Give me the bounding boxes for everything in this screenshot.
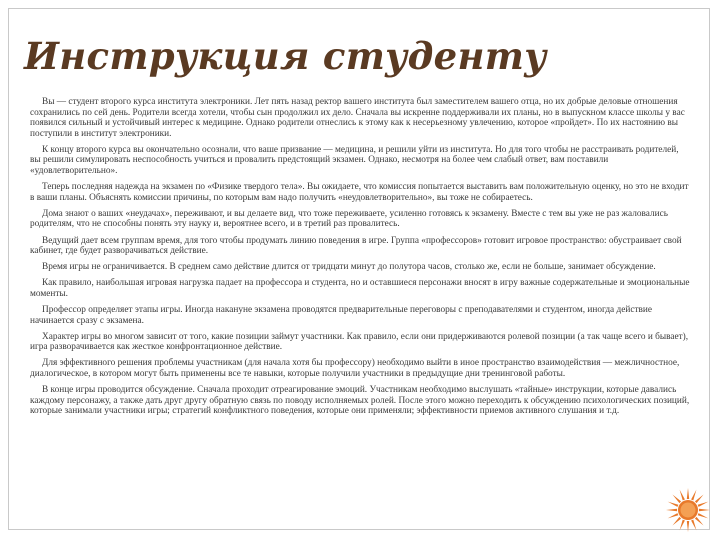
paragraph: Характер игры во многом зависит от того, какие позиции займут участники. Как правило, если они придерживаются ролевой позиции (а так чаще всего и бывает), игра разворачивается как жесткое конфронтационное действие. xyxy=(30,331,689,353)
sun-ray xyxy=(680,490,685,501)
sun-ray xyxy=(698,502,709,507)
paragraph: Вы — студент второго курса института электроники. Лет пять назад ректор вашего института был заместителем вашего отца, но их добрые деловые отношения сохранились по сей день. Родители всегда хотели, чтобы сын продолжил их дело. Сначала вы искренне поддерживали их планы, но в выпускном классе школы у вас появился сильный и устойчивый интерес к медицине. Однако родители отнеслись к этому как к несерьезному увлечению, которое «пройдет». По их настоянию вы поступили в институт электроники. xyxy=(30,97,685,139)
sun-ray xyxy=(672,517,681,526)
sun-ray xyxy=(668,502,679,507)
sun-ray xyxy=(699,509,710,511)
slide-title: Инструкция студенту xyxy=(24,34,547,78)
sun-ray xyxy=(672,494,681,503)
sun-ray xyxy=(691,520,696,531)
sun-ray xyxy=(698,513,709,518)
paragraph: К концу второго курса вы окончательно осознали, что ваше призвание — медицина, и решили уйти из института. Но для того чтобы не расстраивать родителей, вы решили симулировать неспособность учиться и провалить предстоящий экзамен. Однако, несмотря на более чем слабый ответ, вам поставили «удовлетворительно». xyxy=(30,144,679,177)
sun-ray xyxy=(687,488,689,499)
paragraph: Ведущий дает всем группам время, для того чтобы продумать линию поведения в игре. Группа «профессоров» готовит игровое пространство: обустраивает свой кабинет, где будет разворачиваться действие. xyxy=(30,235,682,257)
paragraph: В конце игры проводится обсуждение. Сначала проходит отреагирование эмоций. Участникам необходимо выслушать «тайные» инструкции, которые давались каждому персонажу, а также дать друг другу обратную связь по поводу исполняемых ролей. После этого можно переходить к обсуждению психологических позиций, которые занимали участники игры; стратегий конфликтного поведения, которые они применяли; эффективности приемов активного слушания и т.д. xyxy=(30,385,690,417)
sun-ray xyxy=(687,521,689,532)
sun-ray xyxy=(691,490,696,501)
sun-icon xyxy=(664,486,712,534)
sun-ray xyxy=(695,494,704,503)
paragraph: Профессор определяет этапы игры. Иногда накануне экзамена проводятся предварительные переговоры с преподавателями и студентом, иногда действие начинается сразу с экзамена. xyxy=(30,305,653,326)
sun-ray xyxy=(680,520,685,531)
sun-ray xyxy=(695,517,704,526)
paragraph: Теперь последняя надежда на экзамен по «Физике твердого тела». Вы ожидаете, что комиссия попытается выставить вам положительную оценку, но это не входит в ваши планы. Объяснять комиссии причины, по которым вам надо получить «неудовлетворительно», вы тоже не собираетесь. xyxy=(30,182,689,203)
instruction-text xyxy=(30,97,690,422)
sun-ray xyxy=(668,513,679,518)
paragraph: Время игры не ограничивается. В среднем само действие длится от тридцати минут до полутора часов, столько же, если не больше, занимает обсуждение. xyxy=(42,262,656,273)
sun-ray xyxy=(666,509,677,511)
paragraph: Дома знают о ваших «неудачах», переживают, и вы делаете вид, что тоже переживаете, усиленно готовясь к экзамену. Вместе с тем вы уже не раз жаловались родителям, что не способны понять эту науку и, вероятнее всего, и в третий раз провалитесь. xyxy=(30,208,668,230)
paragraph: Для эффективного решения проблемы участникам (для начала хотя бы профессору) необходимо выйти в иное пространство взаимодействия — межличностное, диалогическое, в котором могут быть применены все те навыки, которые получили участники в предыдущие дни тренинговой работы. xyxy=(30,358,680,379)
paragraph: Как правило, наибольшая игровая нагрузка падает на профессора и студента, но и оставшиеся персонажи вносят в игру важные содержательные и эмоциональные моменты. xyxy=(30,278,690,299)
